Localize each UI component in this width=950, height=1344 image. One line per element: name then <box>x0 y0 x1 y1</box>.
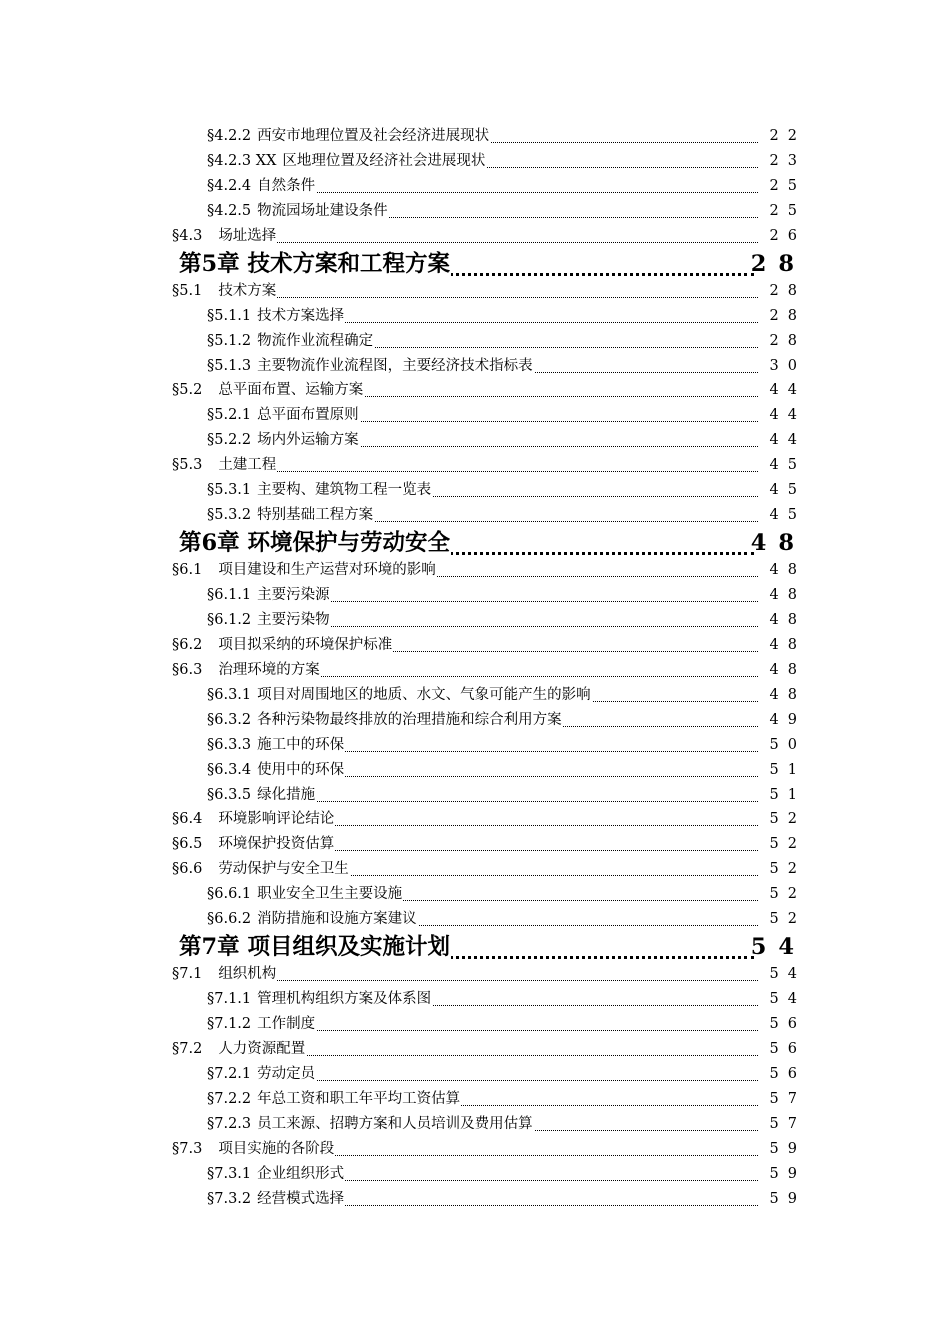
page-number: 59 <box>769 1140 806 1157</box>
section-number: §5.1 <box>172 282 203 299</box>
section-number: §7.2.2 <box>207 1090 252 1107</box>
page-number: 48 <box>769 686 806 703</box>
section-number: §6.1 <box>172 562 203 579</box>
toc-entry-text <box>207 882 403 906</box>
toc-entry-text <box>172 453 277 477</box>
page-number: 52 <box>769 836 806 853</box>
toc-entry-text <box>207 987 432 1011</box>
section-title: 西安市地理位置及社会经济进展现状 <box>257 128 490 144</box>
section-number: §6.3.2 <box>207 711 252 728</box>
page-number: 45 <box>769 457 806 474</box>
section-title: 劳动定员 <box>257 1065 316 1082</box>
section-number: §7.3.2 <box>207 1190 252 1207</box>
table-of-contents <box>0 124 950 1212</box>
section-title: 特别基础工程方案 <box>257 507 374 524</box>
section-title: 各种污染物最终排放的治理措施和综合利用方案 <box>257 711 562 728</box>
page-number: 28 <box>769 332 806 349</box>
toc-entry-text <box>207 149 486 173</box>
page-number: 59 <box>769 1190 806 1207</box>
toc-entry-text <box>179 249 451 279</box>
section-title: 员工来源、招聘方案和人员培训及费用估算 <box>257 1115 533 1132</box>
section-title: 环境影响评论结论 <box>218 811 335 828</box>
section-title: 物流作业流程确定 <box>257 332 374 349</box>
section-number: §7.1 <box>172 966 203 983</box>
section-number: §4.2.3 XX <box>207 152 277 169</box>
section-title: 管理机构组织方案及体系图 <box>257 991 432 1008</box>
section-number: §4.2.4 <box>207 177 252 194</box>
page-number: 22 <box>769 128 806 144</box>
page-number: 45 <box>769 482 806 499</box>
toc-entry-text <box>172 962 277 986</box>
section-title: 年总工资和职工年平均工资估算 <box>257 1090 461 1107</box>
section-number: §6.3.3 <box>207 736 252 753</box>
page-number: 48 <box>769 587 806 603</box>
toc-entry[interactable] <box>0 683 950 708</box>
toc-entry-text <box>207 428 360 452</box>
page-number: 52 <box>769 861 806 878</box>
section-number: §6.6.1 <box>207 886 252 903</box>
toc-entry-text <box>172 378 364 402</box>
page-number: 54 <box>750 934 806 961</box>
section-title: 区地理位置及经济社会进展现状 <box>282 152 486 169</box>
section-number: §5.1.3 <box>207 357 252 374</box>
section-title: 场内外运输方案 <box>257 432 359 449</box>
section-number: §4.3 <box>172 227 203 244</box>
toc-entry-text <box>207 124 490 148</box>
section-title: 第6章 环境保护与劳动安全 <box>179 530 450 557</box>
section-number: §7.2.3 <box>207 1115 252 1132</box>
toc-entry-text <box>207 1162 345 1186</box>
page-number: 54 <box>769 966 806 983</box>
section-number: §6.3 <box>172 661 203 678</box>
page-number: 54 <box>769 991 806 1008</box>
toc-entry-text <box>207 1012 316 1036</box>
page-number: 45 <box>769 507 806 524</box>
section-number: §5.1.1 <box>207 307 252 324</box>
page-number: 44 <box>769 407 806 424</box>
section-title: 场址选择 <box>218 227 277 244</box>
toc-entry-text <box>207 708 563 732</box>
section-title: 技术方案 <box>218 282 277 299</box>
section-title: 治理环境的方案 <box>218 661 320 678</box>
section-number: §5.2.2 <box>207 432 252 449</box>
section-title: 项目对周围地区的地质、水文、气象可能产生的影响 <box>257 686 591 703</box>
toc-entry-text <box>207 1062 316 1086</box>
section-number: §6.2 <box>172 636 203 653</box>
toc-entry-text <box>207 403 360 427</box>
section-number: §5.2.1 <box>207 407 252 424</box>
toc-entry[interactable] <box>0 149 950 174</box>
page-number: 23 <box>769 152 806 169</box>
page-number: 48 <box>769 636 806 653</box>
section-number: §5.3.2 <box>207 507 252 524</box>
page-number: 49 <box>769 711 806 728</box>
section-title: 人力资源配置 <box>218 1040 306 1057</box>
toc-entry-text <box>172 832 335 856</box>
section-number: §6.1.2 <box>207 611 252 628</box>
section-number: §6.3.5 <box>207 786 252 803</box>
section-title: 总平面布置、运输方案 <box>218 382 364 399</box>
page-number: 28 <box>769 282 806 299</box>
toc-entry[interactable] <box>0 708 950 733</box>
toc-entry-text <box>207 1187 345 1211</box>
section-title: 消防措施和设施方案建议 <box>257 911 417 928</box>
page-number: 52 <box>769 911 806 928</box>
toc-entry-text <box>207 199 389 223</box>
section-title: 土建工程 <box>218 457 277 474</box>
section-title: 第5章 技术方案和工程方案 <box>179 250 450 277</box>
toc-entry-text <box>179 528 451 558</box>
section-number: §7.2 <box>172 1040 203 1057</box>
section-number: §7.3.1 <box>207 1165 252 1182</box>
toc-entry-text <box>207 478 432 502</box>
section-title: 经营模式选择 <box>257 1190 345 1207</box>
page-number: 48 <box>769 562 806 579</box>
toc-entry-text <box>207 329 374 353</box>
section-title: 第7章 项目组织及实施计划 <box>179 934 450 961</box>
page-number: 56 <box>769 1016 806 1032</box>
toc-entry-text <box>207 1087 461 1111</box>
section-number: §7.3 <box>172 1140 203 1157</box>
page-number: 51 <box>769 786 806 803</box>
toc-entry-text <box>172 1037 306 1061</box>
toc-entry-text <box>179 932 451 962</box>
page-number: 44 <box>769 432 806 449</box>
page-number: 48 <box>750 530 806 557</box>
section-title: 自然条件 <box>257 177 316 194</box>
section-title: 绿化措施 <box>257 786 316 803</box>
section-number: §5.3.1 <box>207 482 252 499</box>
page-number: 44 <box>769 382 806 399</box>
section-number: §7.1.1 <box>207 991 252 1008</box>
section-title: 企业组织形式 <box>257 1165 345 1182</box>
toc-entry-text <box>172 807 335 831</box>
page-number: 30 <box>769 357 806 374</box>
page-number: 25 <box>769 202 806 219</box>
toc-entry[interactable] <box>0 1187 950 1212</box>
page-number: 56 <box>769 1040 806 1057</box>
page-number: 48 <box>769 611 806 628</box>
section-number: §6.6.2 <box>207 911 252 928</box>
section-number: §7.1.2 <box>207 1016 252 1032</box>
toc-entry-text <box>207 304 345 328</box>
section-title: 技术方案选择 <box>257 307 345 324</box>
page-number: 51 <box>769 761 806 778</box>
section-title: 使用中的环保 <box>257 761 345 778</box>
section-title: 主要污染物 <box>257 611 330 628</box>
section-title: 环境保护投资估算 <box>218 836 335 853</box>
toc-entry-text <box>207 583 331 607</box>
section-title: 主要物流作业流程图，主要经济技术指标表 <box>257 357 533 374</box>
toc-entry-text <box>172 857 350 881</box>
section-number: §7.2.1 <box>207 1065 252 1082</box>
section-number: §6.4 <box>172 811 203 828</box>
page-number: 28 <box>750 250 806 277</box>
section-number: §6.3.1 <box>207 686 252 703</box>
toc-entry[interactable] <box>0 1112 950 1137</box>
toc-entry-text <box>207 783 316 807</box>
toc-entry-text <box>207 758 345 782</box>
toc-entry[interactable] <box>0 124 950 149</box>
section-number: §6.1.1 <box>207 587 252 603</box>
page-number: 52 <box>769 886 806 903</box>
page-number: 26 <box>769 227 806 244</box>
section-title: 劳动保护与安全卫生 <box>218 861 349 878</box>
section-number: §6.5 <box>172 836 203 853</box>
page-number: 48 <box>769 661 806 678</box>
toc-entry-text <box>172 224 277 248</box>
toc-entry-text <box>207 1112 534 1136</box>
toc-entry-text <box>207 354 534 378</box>
page-number: 25 <box>769 177 806 194</box>
section-title: 主要污染源 <box>257 587 330 603</box>
section-title: 工作制度 <box>257 1016 316 1032</box>
page-number: 56 <box>769 1065 806 1082</box>
toc-entry[interactable] <box>0 354 950 379</box>
section-number: §4.2.2 <box>207 128 252 144</box>
toc-entry-text <box>207 174 316 198</box>
toc-entry-text <box>172 633 393 657</box>
page-number: 28 <box>769 307 806 324</box>
section-number: §4.2.5 <box>207 202 252 219</box>
section-title: 总平面布置原则 <box>257 407 359 424</box>
toc-entry-text <box>172 1137 335 1161</box>
section-title: 项目拟采纳的环境保护标准 <box>218 636 393 653</box>
section-number: §5.1.2 <box>207 332 252 349</box>
toc-entry-text <box>207 503 374 527</box>
section-title: 主要构、建筑物工程一览表 <box>257 482 432 499</box>
section-number: §5.3 <box>172 457 203 474</box>
toc-entry-text <box>172 279 277 303</box>
section-number: §6.3.4 <box>207 761 252 778</box>
section-title: 项目建设和生产运营对环境的影响 <box>218 562 436 579</box>
page-number: 57 <box>769 1090 806 1107</box>
toc-entry-text <box>172 658 321 682</box>
toc-entry-text <box>207 683 592 707</box>
section-title: 组织机构 <box>218 966 277 983</box>
section-title: 职业安全卫生主要设施 <box>257 886 403 903</box>
toc-entry-text <box>207 733 345 757</box>
section-number: §5.2 <box>172 382 203 399</box>
page-number: 57 <box>769 1115 806 1132</box>
section-number: §6.6 <box>172 861 203 878</box>
toc-entry-text <box>172 558 437 582</box>
page-number: 50 <box>769 736 806 753</box>
section-title: 项目实施的各阶段 <box>218 1140 335 1157</box>
toc-entry-text <box>207 608 331 632</box>
toc-entry-text <box>207 907 418 931</box>
page-number: 59 <box>769 1165 806 1182</box>
section-title: 物流园场址建设条件 <box>257 202 388 219</box>
section-title: 施工中的环保 <box>257 736 345 753</box>
page-number: 52 <box>769 811 806 828</box>
